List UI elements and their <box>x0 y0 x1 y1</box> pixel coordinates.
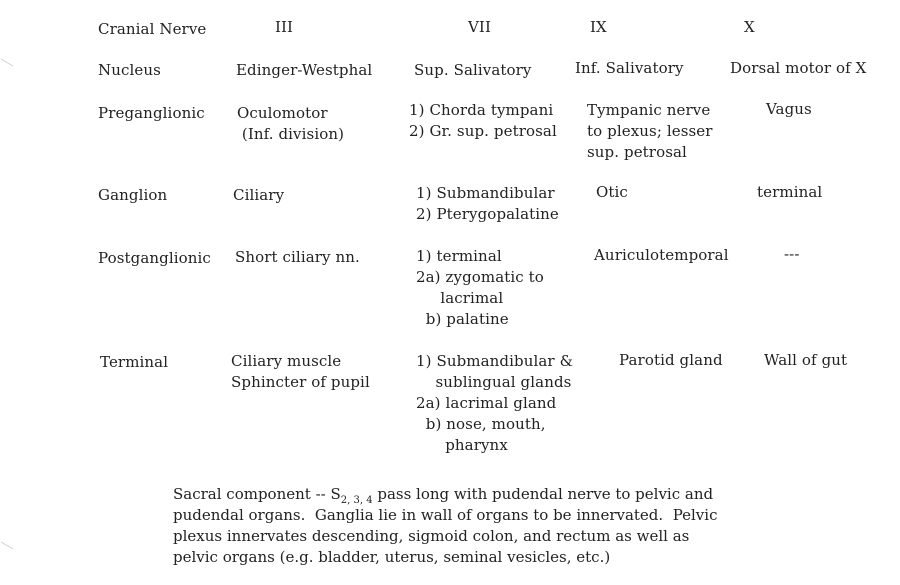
postganglionic-vii-line4: b) palatine <box>416 310 509 328</box>
postganglionic-ix: Auriculotemporal <box>594 246 729 264</box>
sacral-line-3: plexus innervates descending, sigmoid colon, and rectum as well as <box>173 527 690 545</box>
row-label-postganglionic: Postganglionic <box>98 249 211 267</box>
header-nerve-iii: III <box>275 18 294 36</box>
header-label: Cranial Nerve <box>98 20 207 38</box>
sacral-component-paragraph <box>173 484 813 568</box>
preganglionic-iii-line2: (Inf. division) <box>237 125 345 143</box>
ganglion-iii: Ciliary <box>233 186 285 204</box>
preganglionic-vii-line2: 2) Gr. sup. petrosal <box>409 122 557 140</box>
postganglionic-vii-line3: lacrimal <box>416 289 504 307</box>
nucleus-x: Dorsal motor of X <box>730 59 867 77</box>
row-label-ganglion: Ganglion <box>98 186 168 204</box>
ganglion-ix: Otic <box>596 183 628 201</box>
preganglionic-ix-line1: Tympanic nerve <box>587 101 711 119</box>
nucleus-ix: Inf. Salivatory <box>575 59 684 77</box>
nucleus-vii: Sup. Salivatory <box>414 61 532 79</box>
postganglionic-vii-line1: 1) terminal <box>416 247 502 265</box>
sacral-line-1-start: Sacral component -- S <box>173 485 341 503</box>
terminal-vii-line2: sublingual glands <box>416 373 572 391</box>
terminal-ix: Parotid gland <box>619 351 723 369</box>
terminal-iii-line1: Ciliary muscle <box>231 352 342 370</box>
sacral-subscript: 2, 3, 4 <box>340 495 373 506</box>
preganglionic-ix-line2: to plexus; lesser <box>587 122 713 140</box>
postganglionic-x: --- <box>784 245 800 263</box>
sacral-line-1-end: pass long with pudendal nerve to pelvic and <box>372 485 714 503</box>
terminal-vii-line5: pharynx <box>416 436 508 454</box>
scan-mark-bottom <box>1 542 14 550</box>
scan-mark-top <box>1 59 14 67</box>
header-nerve-vii: VII <box>468 18 491 36</box>
terminal-vii-line3: 2a) lacrimal gland <box>416 394 557 412</box>
preganglionic-x: Vagus <box>766 100 812 118</box>
row-label-terminal: Terminal <box>100 353 169 371</box>
ganglion-vii-line1: 1) Submandibular <box>416 184 555 202</box>
preganglionic-ix-line3: sup. petrosal <box>587 143 687 161</box>
ganglion-x: terminal <box>757 183 823 201</box>
postganglionic-iii: Short ciliary nn. <box>235 248 360 266</box>
row-label-preganglionic: Preganglionic <box>98 104 205 122</box>
terminal-x: Wall of gut <box>764 351 848 369</box>
sacral-line-4: pelvic organs (e.g. bladder, uterus, seminal vesicles, etc.) <box>173 548 611 566</box>
ganglion-vii-line2: 2) Pterygopalatine <box>416 205 559 223</box>
sacral-line-2: pudendal organs. Ganglia lie in wall of organs to be innervated. Pelvic <box>173 506 718 524</box>
terminal-iii-line2: Sphincter of pupil <box>231 373 370 391</box>
sacral-line-1 <box>173 484 813 505</box>
row-label-nucleus: Nucleus <box>98 61 161 79</box>
postganglionic-vii-line2: 2a) zygomatic to <box>416 268 544 286</box>
header-nerve-x: X <box>744 18 755 36</box>
terminal-vii-line1: 1) Submandibular & <box>416 352 574 370</box>
preganglionic-vii-line1: 1) Chorda tympani <box>409 101 554 119</box>
preganglionic-iii-line1: Oculomotor <box>237 104 328 122</box>
header-nerve-ix: IX <box>590 18 607 36</box>
nucleus-iii: Edinger-Westphal <box>236 61 373 79</box>
terminal-vii-line4: b) nose, mouth, <box>416 415 546 433</box>
